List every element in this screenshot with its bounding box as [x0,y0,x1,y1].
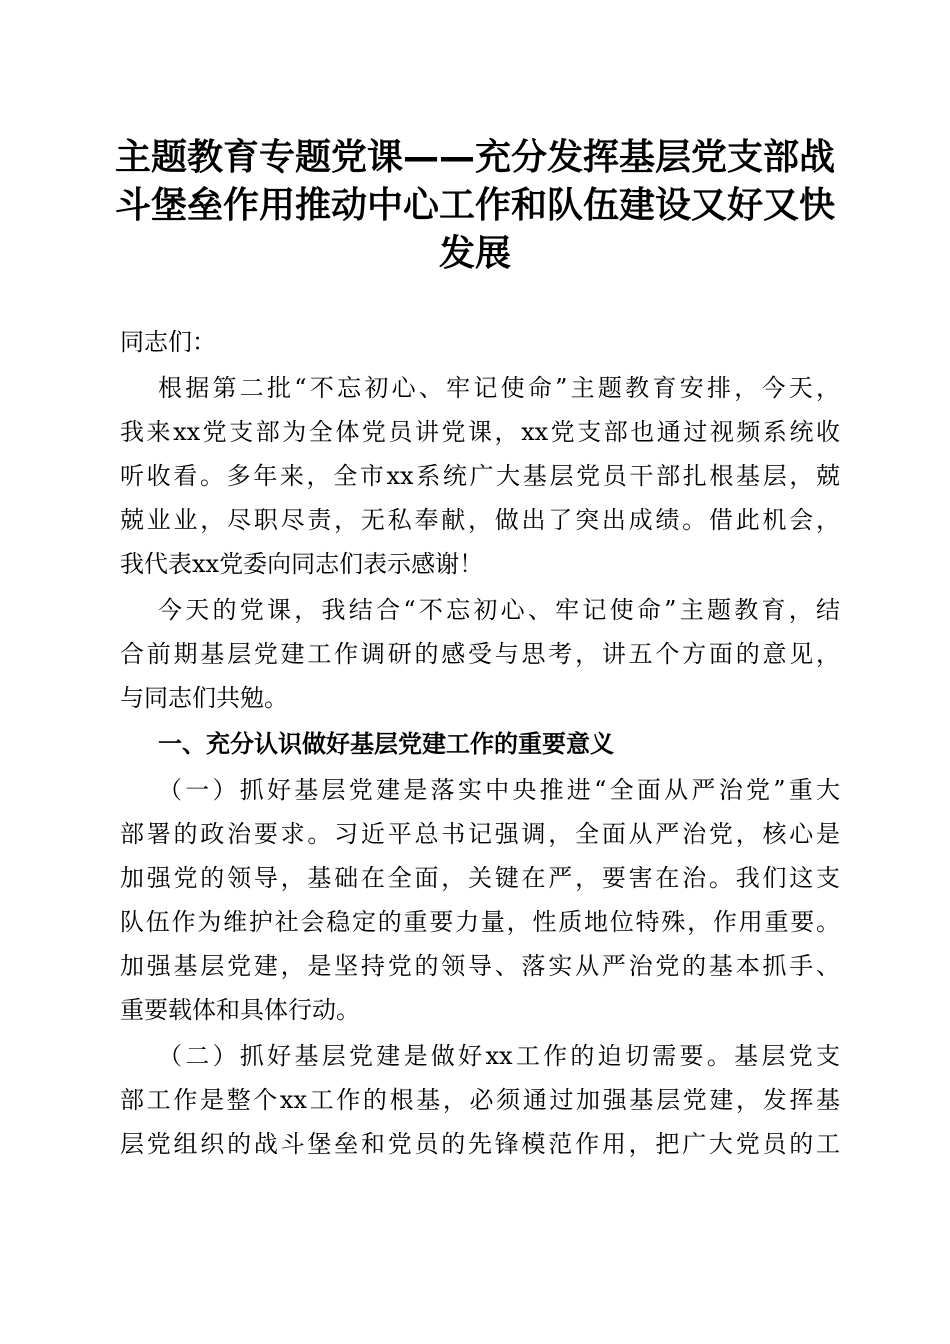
paragraph2-line: 与同志们共勉。 [120,684,288,712]
subsection1-line: 队伍作为维护社会稳定的重要力量，性质地位特殊，作用重要。 [120,908,840,936]
subsection2-line: 部工作是整个xx工作的根基，必须通过加强基层党建，发挥基 [120,1086,840,1114]
subsection2-line: 层党组织的战斗堡垒和党员的先锋模范作用，把广大党员的工 [120,1130,840,1158]
salutation: 同志们： [120,328,216,356]
subsection1-line: 部署的政治要求。习近平总书记强调，全面从严治党，核心是 [120,820,840,848]
paragraph1-line: 兢业业，尽职尽责，无私奉献，做出了突出成绩。借此机会， [120,506,840,534]
paragraph2-line: 合前期基层党建工作调研的感受与思考，讲五个方面的意见， [120,640,840,668]
paragraph2-line: 今天的党课，我结合“不忘初心、牢记使命”主题教育，结 [158,596,840,624]
document-title-line-2: 斗堡垒作用推动中心工作和队伍建设又好又快 [114,185,835,226]
subsection1-line: 加强基层党建，是坚持党的领导、落实从严治党的基本抓手、 [120,952,840,980]
paragraph1-line: 我来xx党支部为全体党员讲党课，xx党支部也通过视频系统收 [120,418,840,446]
subsection2-line: （二）抓好基层党建是做好xx工作的迫切需要。基层党支 [158,1042,840,1070]
paragraph1-line: 我代表xx党委向同志们表示感谢！ [120,550,484,578]
document-title-line-1: 主题教育专题党课——充分发挥基层党支部战 [114,137,835,178]
section-heading: 一、充分认识做好基层党建工作的重要意义 [158,730,614,758]
subsection1-line: 重要载体和具体行动。 [120,996,360,1024]
subsection1-line: （一）抓好基层党建是落实中央推进“全面从严治党”重大 [158,776,840,804]
subsection1-line: 加强党的领导，基础在全面，关键在严，要害在治。我们这支 [120,864,840,892]
paragraph1-line: 根据第二批“不忘初心、牢记使命”主题教育安排，今天， [158,374,840,402]
document-title-line-3: 发展 [438,233,511,274]
paragraph1-line: 听收看。多年来，全市xx系统广大基层党员干部扎根基层，兢 [120,462,840,490]
